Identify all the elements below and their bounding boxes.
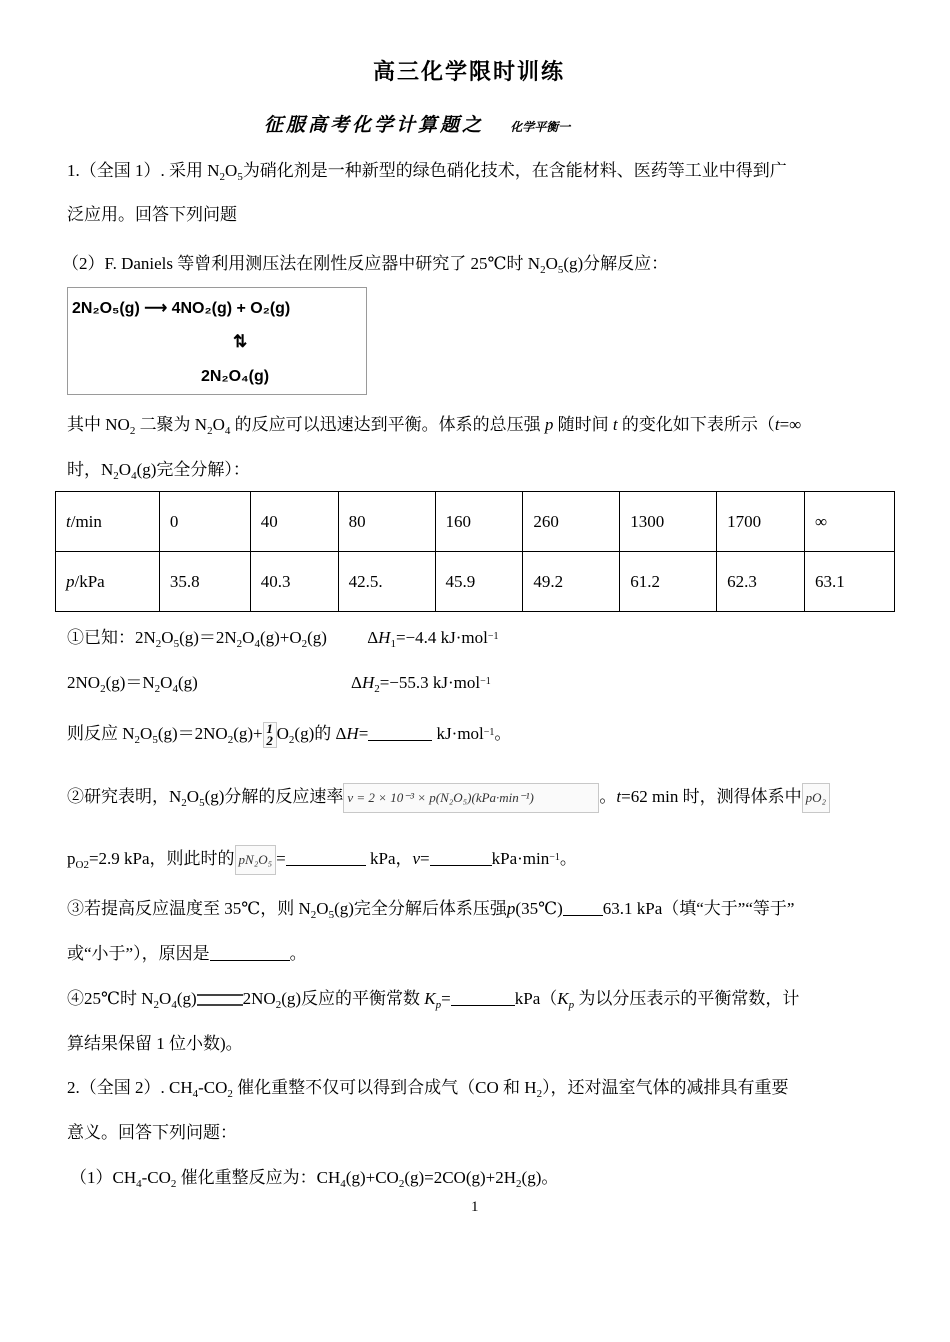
table-cell: 40.3 (250, 552, 338, 612)
page-title: 高三化学限时训练 (373, 60, 566, 85)
table-row (56, 552, 895, 612)
rate-formula-image: v = 2 × 10⁻³ × p(N₂O₅)(kPa·min⁻¹) (343, 783, 599, 813)
q1-description-line2: 时，$N_2O_4(g)$完全分解）： (67, 460, 250, 482)
scheme-row-1: 2N₂O₅(g) ⟶ 4NO₂(g) + O₂(g) (72, 300, 291, 317)
table-row (56, 492, 895, 552)
table-cell: 1700 (717, 492, 805, 552)
po2-formula-image: pO₂ (802, 783, 830, 813)
table-cell: 35.8 (159, 552, 250, 612)
scheme-row-3: 2N₂O₄(g) (201, 368, 270, 385)
q1-given-eq2: $2NO_2(g)=N_2O_4(g)$ $\Delta H_2=-55.3$ kJ·mol$^{-1}$ (67, 673, 491, 695)
table-cell: 62.3 (717, 552, 805, 612)
page-subtitle (264, 110, 570, 137)
equilibrium-arrows-icon: ⇅ (233, 332, 248, 351)
answer-blank-dh[interactable] (368, 724, 432, 741)
table-cell: 80 (338, 492, 435, 552)
q1-partial-pressure-line: $p_{O2}=2.9$ kPa，则此时的 pN₂O₅ = kPa，$v= kPa\cdot\min^{-1}$。 (67, 845, 577, 875)
pressure-time-table (55, 491, 895, 612)
subtitle-main: 征服高考化学计算题之 (264, 114, 485, 136)
answer-blank-compare[interactable] (563, 899, 603, 916)
table-row-header: p/kPa (56, 552, 160, 612)
q1-temperature-line: ③若提高反应温度至 35℃，则 $N_2O_5(g)$完全分解后体系压强p(35℃) 63.1 kPa（填“大于”“等于” (67, 899, 795, 921)
q1-kp-line: ④25℃时 $N_2O_4(g)$ $2NO_2(g)$反应的平衡常数 $K_p= kPa(K_p$ 为以分压表示的平衡常数，计 (67, 989, 800, 1011)
answer-blank-reason[interactable] (210, 944, 290, 961)
subtitle-small: 化学平衡一 (510, 120, 571, 134)
table-cell: 49.2 (523, 552, 620, 612)
table-cell: 1300 (620, 492, 717, 552)
q1-part2-line: （2）F. Daniels 等曾利用测压法在刚性反应器中研究了 25℃时 $N_2O_5(g)$分解反应： (62, 254, 669, 276)
table-cell: 160 (435, 492, 523, 552)
table-cell: 45.9 (435, 552, 523, 612)
answer-blank-pn2o5[interactable] (286, 849, 366, 866)
q1-given-eq1: ①已知：$2N_2O_5(g)=2N_2O_4(g)+O_2(g)$ $\Delta H_1=-4.4$ kJ·mol$^{-1}$ (67, 628, 499, 650)
page-number: 1 (471, 1199, 479, 1215)
table-cell: 61.2 (620, 552, 717, 612)
q1-description-line1: 其中 $NO_2$ 二聚为 $N_2O_4$ 的反应可以迅速达到平衡。体系的总压强 p 随时间 t 的变化如下表所示（t=∞ (67, 415, 802, 437)
table-cell: 42.5. (338, 552, 435, 612)
answer-blank-rate[interactable] (430, 849, 492, 866)
table-cell: 63.1 (805, 552, 895, 612)
table-cell: 40 (250, 492, 338, 552)
table-cell: ∞ (805, 492, 895, 552)
table-cell: 0 (159, 492, 250, 552)
equilibrium-arrow-icon (197, 994, 243, 1006)
q2-part1-line: $(1)CH_4-CO_2$ 催化重整反应为：$CH_4(g)+CO_2(g)=2CO(g)+2H_2(g)$。 (70, 1168, 559, 1190)
q1-rate-line: ②研究表明，$N_2O_5(g)$分解的反应速率 v = 2 × 10⁻³ × p(N₂O₅)(kPa·min⁻¹) 。t=62 min 时，测得体系中 pO₂ (67, 783, 830, 813)
q1-intro-line2: 泛应用。回答下列问题 (67, 205, 237, 224)
q1-rounding-note: 算结果保留 1 位小数)。 (67, 1034, 243, 1053)
pn2o5-formula-image: pN₂O₅ (235, 845, 277, 875)
reaction-scheme-image (67, 287, 367, 395)
table-cell: 260 (523, 492, 620, 552)
answer-blank-kp[interactable] (451, 989, 515, 1006)
q2-intro-line1: 2.（全国 2）. $CH_4-CO_2$ 催化重整不仅可以得到合成气（CO 和 $H_2$），还对温室气体的减排具有重要 (67, 1078, 789, 1100)
q1-target-reaction: 则反应 $N_2O_5(g)=2NO_2(g)+$ 1 2 $O_2(g)$的 ΔH= kJ·mol$^{-1}$。 (67, 721, 512, 749)
q1-intro-line1: 1.（全国 1）. 采用 $N_2O_5$为硝化剂是一种新型的绿色硝化技术，在含能材料、医药等工业中得到广 (67, 161, 787, 183)
one-half-fraction-image: 1 2 (263, 722, 277, 748)
q1-reason-line: 或“小于”），原因是 。 (67, 944, 307, 963)
table-row-header: t/min (56, 492, 160, 552)
q2-intro-line2: 意义。回答下列问题： (67, 1123, 237, 1142)
